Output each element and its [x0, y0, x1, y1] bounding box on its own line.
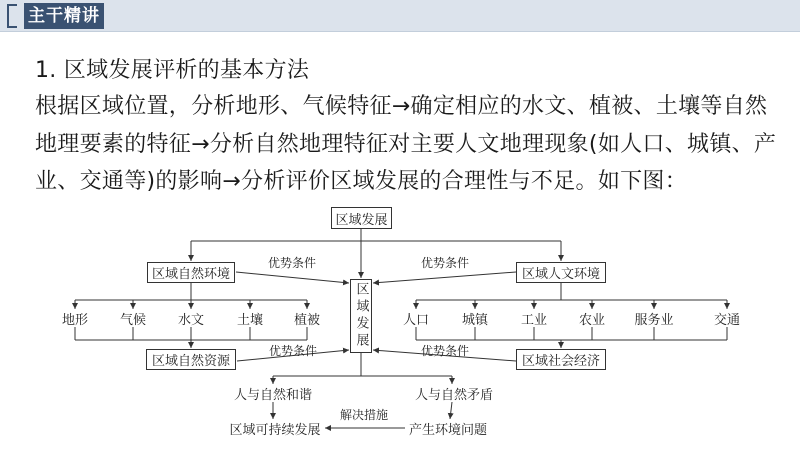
paragraph-line: 业、交通等)的影响→分析评价区域发展的合理性与不足。如下图：: [35, 169, 688, 194]
human-element-industry: 工业: [520, 312, 547, 328]
node-sustainable-development: 区域可持续发展: [229, 422, 321, 438]
arrow-connector: [450, 402, 452, 419]
human-element-agriculture: 农业: [578, 312, 605, 328]
natural-element-terrain: 地形: [61, 312, 88, 328]
node-natural-resources: 区域自然资源: [146, 349, 236, 370]
human-element-services: 服务业: [634, 312, 674, 328]
section-heading: 1. 区域发展评析的基本方法: [35, 58, 310, 83]
human-element-towns: 城镇: [461, 312, 488, 328]
human-element-population: 人口: [402, 312, 429, 328]
section-tab: 主干精讲: [24, 3, 104, 29]
arrow-connector: [373, 272, 516, 283]
natural-element-climate: 气候: [119, 312, 146, 328]
natural-element-vegetation: 植被: [293, 312, 320, 328]
paragraph-line: 地理要素的特征→分析自然地理特征对主要人文地理现象(如人口、城镇、产: [35, 131, 777, 157]
natural-element-hydrology: 水文: [177, 312, 204, 328]
node-conflict: 人与自然矛盾: [414, 387, 493, 403]
advantage-label: 优势条件: [268, 344, 317, 358]
advantage-label: 优势条件: [420, 344, 469, 358]
human-element-transport: 交通: [713, 312, 740, 328]
node-regional-development-top: 区域发展: [331, 207, 392, 229]
natural-element-soil: 土壤: [236, 312, 263, 328]
node-environmental-problems: 产生环境问题: [408, 422, 487, 438]
node-human-environment: 区域人文环境: [516, 262, 606, 283]
paragraph-line: 根据区域位置，分析地形、气候特征→确定相应的水文、植被、土壤等自然: [35, 94, 768, 119]
node-regional-development-center: 区域发展: [350, 279, 372, 353]
node-harmony: 人与自然和谐: [233, 387, 312, 403]
solution-label: 解决措施: [339, 408, 388, 422]
node-natural-environment: 区域自然环境: [147, 262, 235, 283]
advantage-label: 优势条件: [420, 256, 469, 270]
node-social-economy: 区域社会经济: [516, 349, 606, 370]
advantage-label: 优势条件: [267, 256, 316, 270]
arrow-connector: [236, 272, 349, 283]
